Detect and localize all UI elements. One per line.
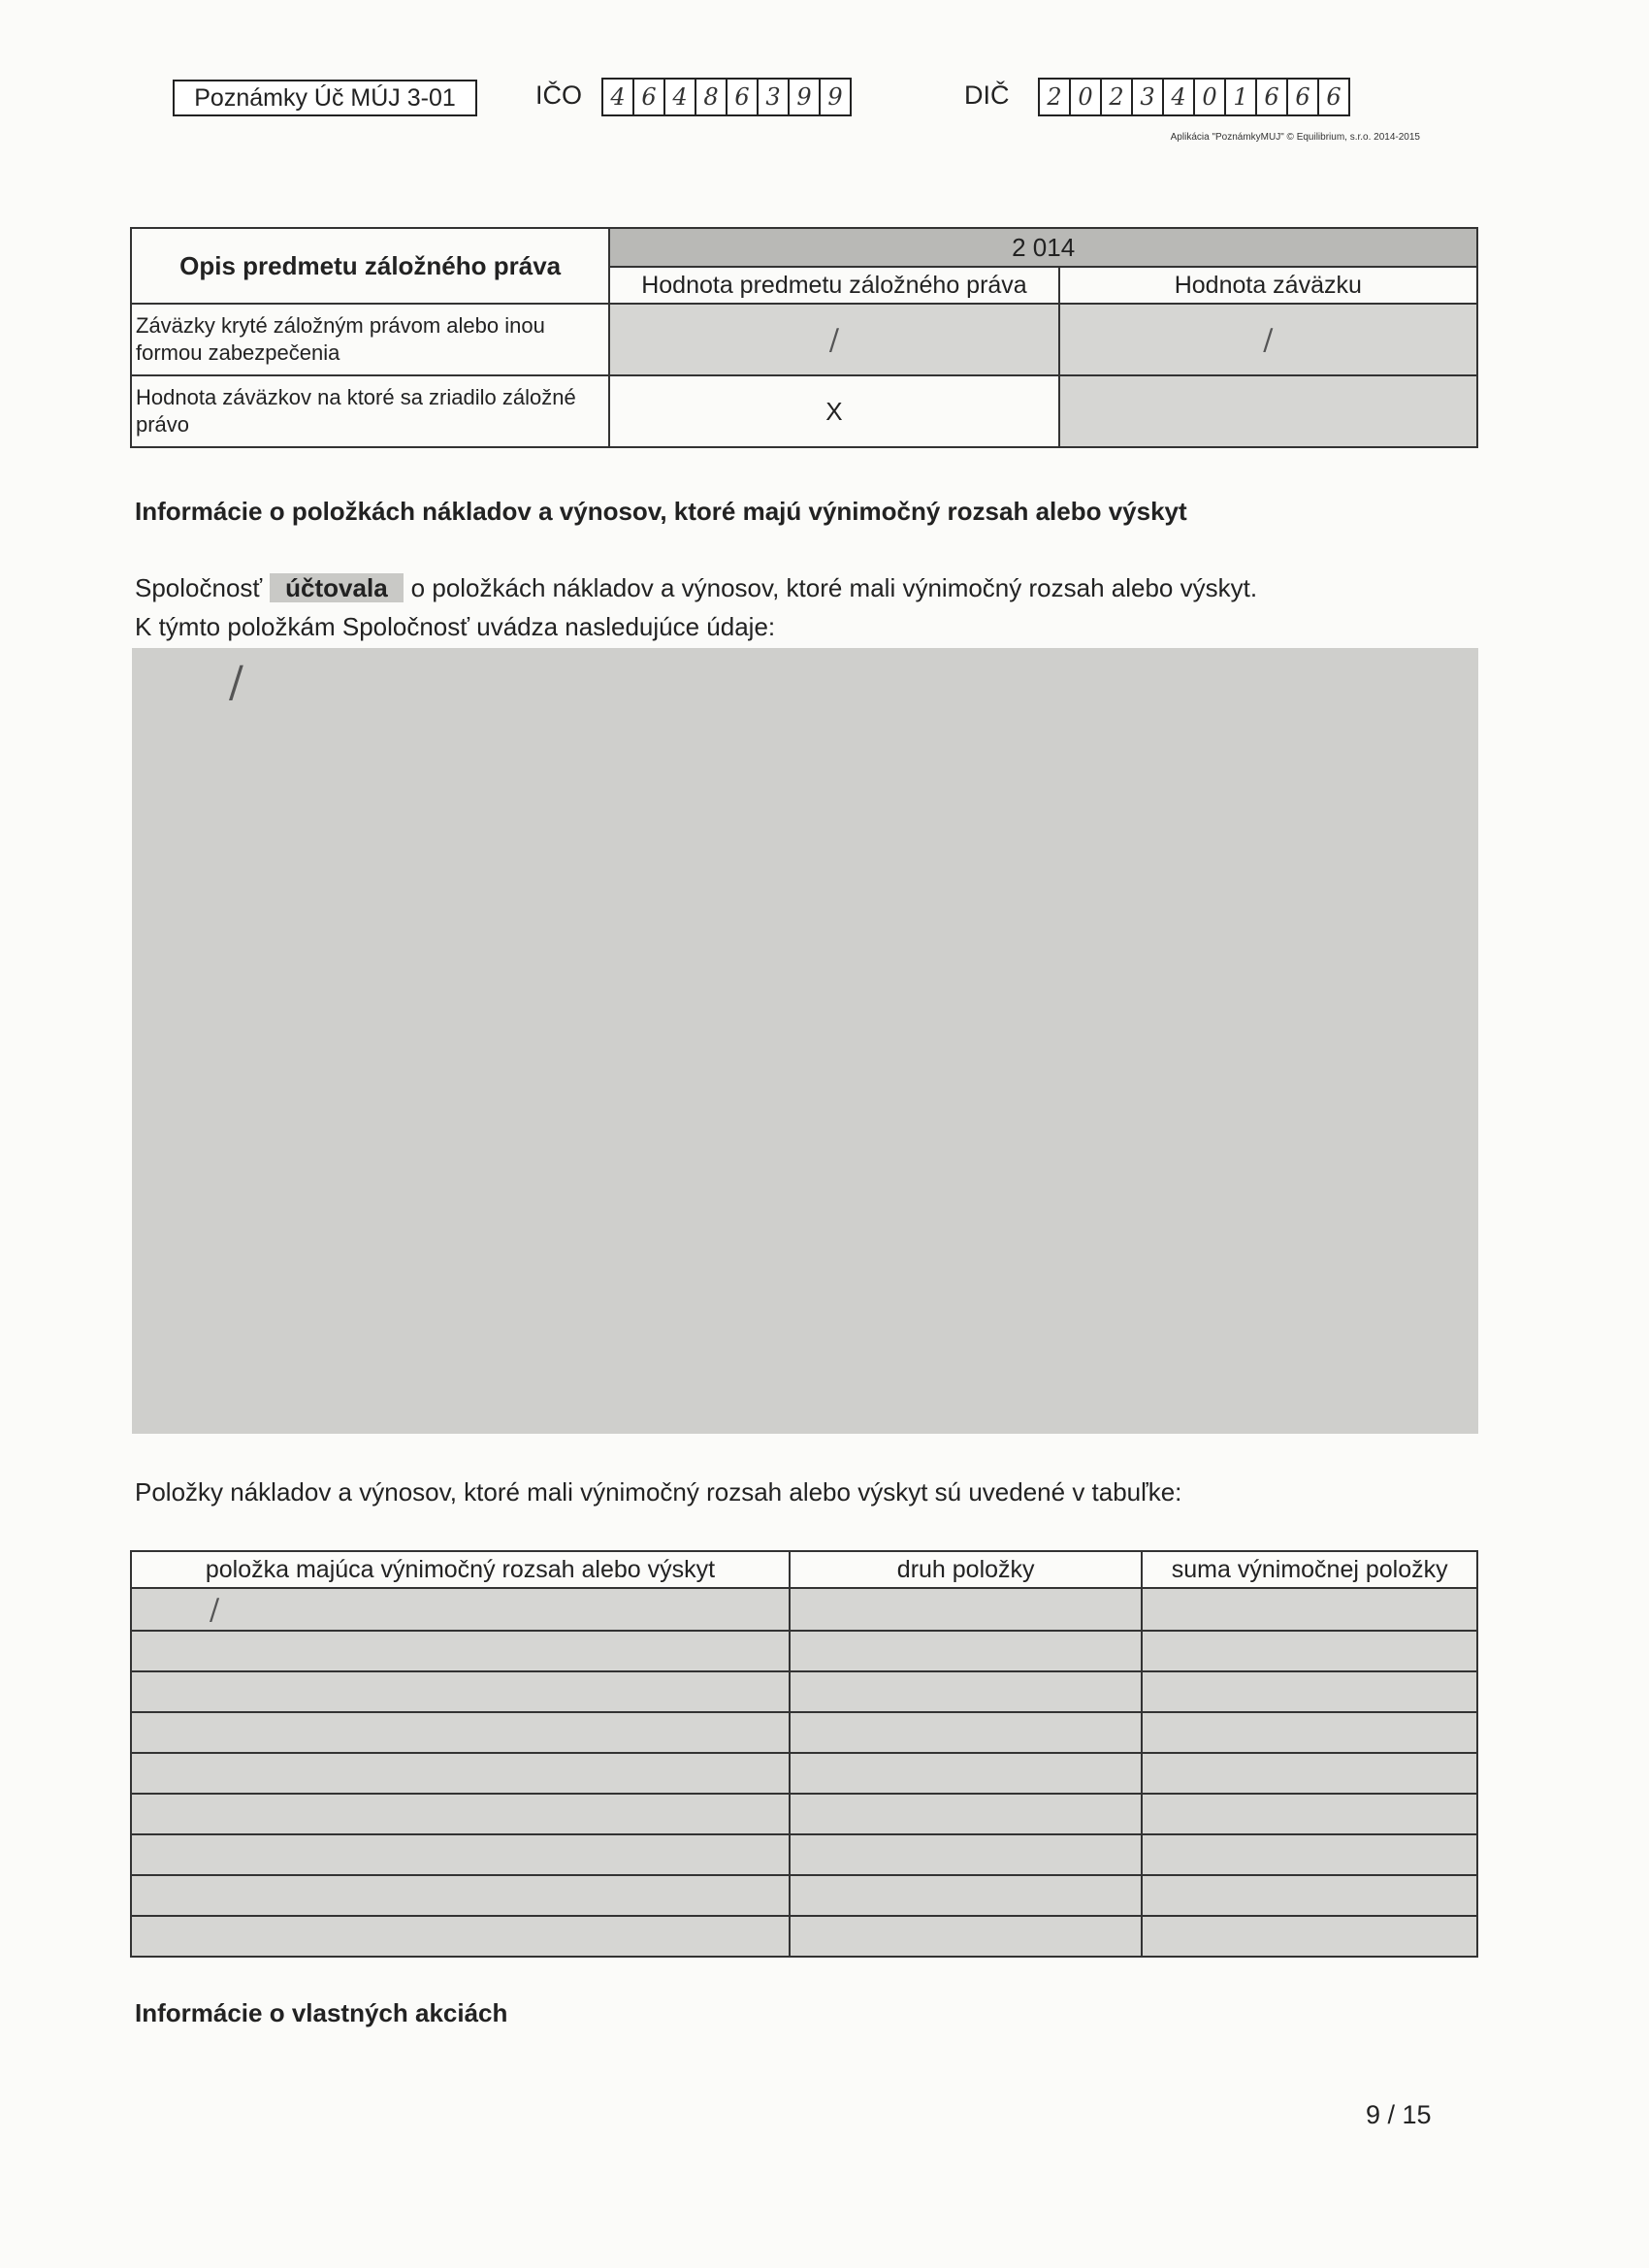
table-cell xyxy=(790,1916,1142,1957)
exceptional-section-title: Informácie o položkách nákladov a výnosov, ktoré majú výnimočný rozsah alebo výskyt xyxy=(135,497,1187,526)
table-cell xyxy=(1142,1794,1477,1834)
exceptional-col-type-header: druh položky xyxy=(790,1551,1142,1588)
dic-digit: 3 xyxy=(1133,80,1164,114)
pledge-row-label: Záväzky kryté záložným právom alebo inou formou zabezpečenia xyxy=(131,304,609,375)
table-cell xyxy=(1142,1671,1477,1712)
dic-label: DIČ xyxy=(964,81,1010,110)
ico-digit: 8 xyxy=(696,80,728,114)
pledge-value-cell: / xyxy=(609,304,1058,375)
copyright-note: Aplikácia "PoznámkyMUJ" © Equilibrium, s.r.o. 2014-2015 xyxy=(1170,132,1420,143)
table-cell xyxy=(1142,1753,1477,1794)
table-row xyxy=(131,1875,1477,1916)
table-cell xyxy=(790,1712,1142,1753)
table-cell xyxy=(1142,1875,1477,1916)
dic-digits xyxy=(1038,78,1350,116)
table-row xyxy=(131,304,1477,375)
table-row xyxy=(131,1834,1477,1875)
table-row xyxy=(131,375,1477,447)
dic-digit: 0 xyxy=(1195,80,1226,114)
table-cell xyxy=(1142,1588,1477,1631)
table-cell: / xyxy=(131,1588,790,1631)
ico-digit: 6 xyxy=(728,80,759,114)
pledge-description-header: Opis predmetu záložného práva xyxy=(131,228,609,304)
pledge-liability-header: Hodnota záväzku xyxy=(1059,267,1477,304)
dic-digit: 1 xyxy=(1226,80,1257,114)
table-cell xyxy=(131,1834,790,1875)
page-number: 9 / 15 xyxy=(1366,2100,1432,2129)
dic-digit: 6 xyxy=(1257,80,1288,114)
table-cell xyxy=(790,1671,1142,1712)
ico-digit: 4 xyxy=(665,80,696,114)
dic-digit: 0 xyxy=(1071,80,1102,114)
form-label: Poznámky Úč MÚJ 3-01 xyxy=(173,80,477,116)
table-cell xyxy=(1142,1834,1477,1875)
table-cell xyxy=(790,1753,1142,1794)
exceptional-col-sum-header: suma výnimočnej položky xyxy=(1142,1551,1477,1588)
ico-digit: 3 xyxy=(759,80,790,114)
ico-digit: 4 xyxy=(603,80,634,114)
table-row xyxy=(131,1794,1477,1834)
table-row xyxy=(131,1712,1477,1753)
table-row xyxy=(131,1916,1477,1957)
ico-digit: 6 xyxy=(634,80,665,114)
table-cell xyxy=(790,1794,1142,1834)
pledge-row-label: Hodnota záväzkov na ktoré sa zriadilo záložné právo xyxy=(131,375,609,447)
own-shares-section-title: Informácie o vlastných akciách xyxy=(135,1998,508,2027)
table-cell xyxy=(790,1588,1142,1631)
table-cell xyxy=(131,1712,790,1753)
table-row xyxy=(131,1671,1477,1712)
exceptional-sentence-2: K týmto položkám Spoločnosť uvádza nasledujúce údaje: xyxy=(135,612,776,641)
dic-digit: 2 xyxy=(1040,80,1071,114)
table-cell xyxy=(1142,1916,1477,1957)
sentence-prefix: Spoločnosť xyxy=(135,573,263,602)
sentence-suffix: o položkách nákladov a výnosov, ktoré mali výnimočný rozsah alebo výskyt. xyxy=(410,573,1258,602)
exceptional-table-intro: Položky nákladov a výnosov, ktoré mali výnimočný rozsah alebo výskyt sú uvedené v tabuľke: xyxy=(135,1477,1182,1507)
pledge-value-header: Hodnota predmetu záložného práva xyxy=(609,267,1058,304)
table-row xyxy=(131,1753,1477,1794)
ico-digits xyxy=(601,78,852,116)
table-cell xyxy=(1142,1631,1477,1671)
dic-digit: 6 xyxy=(1288,80,1319,114)
exceptional-details-area xyxy=(132,648,1478,1434)
table-cell xyxy=(131,1753,790,1794)
pledge-table xyxy=(130,227,1478,448)
ico-digit: 9 xyxy=(790,80,821,114)
handwritten-mark: / xyxy=(229,658,243,707)
table-cell xyxy=(131,1671,790,1712)
dic-digit: 2 xyxy=(1102,80,1133,114)
ico-digit: 9 xyxy=(827,83,843,111)
pledge-liability-cell: / xyxy=(1059,304,1477,375)
exceptional-sentence xyxy=(135,570,1257,605)
pledge-value-cell: X xyxy=(609,375,1058,447)
table-cell xyxy=(131,1875,790,1916)
dic-digit: 6 xyxy=(1326,83,1342,111)
table-cell xyxy=(790,1631,1142,1671)
table-row xyxy=(131,1631,1477,1671)
sentence-highlight: účtovala xyxy=(270,573,404,602)
table-cell xyxy=(790,1834,1142,1875)
pledge-liability-cell xyxy=(1059,375,1477,447)
table-cell xyxy=(790,1875,1142,1916)
pledge-year-header: 2 014 xyxy=(609,228,1477,267)
table-cell xyxy=(1142,1712,1477,1753)
ico-label: IČO xyxy=(535,81,583,110)
table-cell xyxy=(131,1631,790,1671)
table-row xyxy=(131,1588,1477,1631)
dic-digit: 4 xyxy=(1164,80,1195,114)
table-cell xyxy=(131,1794,790,1834)
exceptional-col-item-header: položka majúca výnimočný rozsah alebo výskyt xyxy=(131,1551,790,1588)
exceptional-table xyxy=(130,1550,1478,1958)
table-cell xyxy=(131,1916,790,1957)
